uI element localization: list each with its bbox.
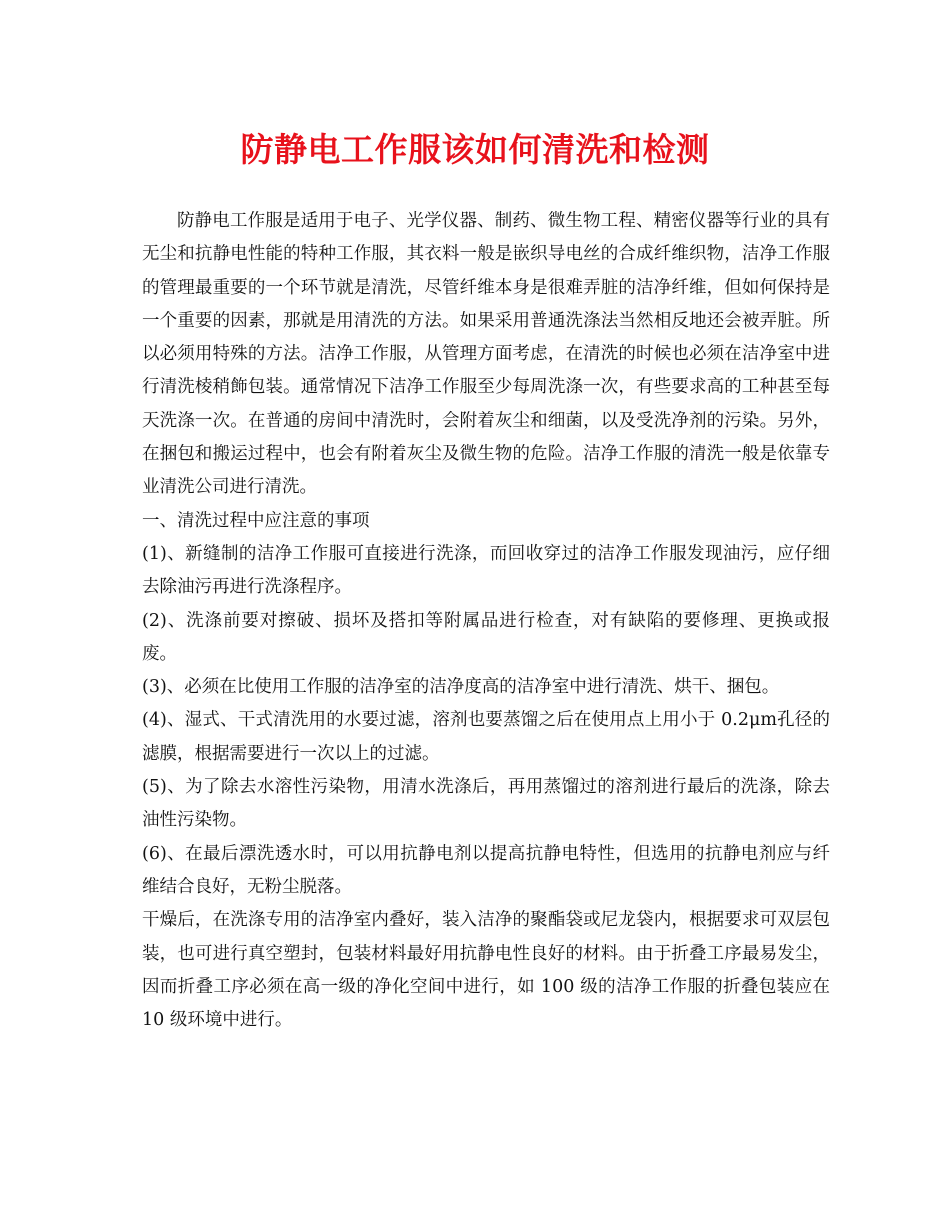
- intro-paragraph: 防静电工作服是适用于电子、光学仪器、制药、微生物工程、精密仪器等行业的具有无尘和抗静电性能的特种工作服，其衣料一般是嵌织导电丝的合成纤维织物，洁净工作服的管理最重要的一个环节就是清洗，尽管纤维本身是很难弄脏的洁净纤维，但如何保持是一个重要的因素，那就是用清洗的方法。如果采用普通洗涤法当然相反地还会被弄脏。所以必须用特殊的方法。洁净工作服，从管理方面考虑，在清洗的时候也必须在洁净室中进行清洗棱稍飾包装。通常情况下洁净工作服至少每周洗涤一次，有些要求高的工种甚至每天洗涤一次。在普通的房间中清洗时，会附着灰尘和细菌，以及受洗净剂的污染。另外，在捆包和搬运过程中，也会有附着灰尘及微生物的危险。洁净工作服的清洗一般是依靠专业清洗公司进行清洗。: [142, 211, 830, 498]
- list-item-4: (4)、湿式、干式清洗用的水要过滤，溶剂也要蒸馏之后在使用点上用小于 0.2μm孔径的滤膜，根据需要进行一次以上的过滤。: [142, 710, 830, 764]
- list-item-3: (3)、必须在比使用工作服的洁净室的洁净度高的洁净室中进行清洗、烘干、捆包。: [142, 677, 780, 698]
- closing-paragraph: 干燥后，在洗涤专用的洁净室内叠好，装入洁净的聚酯袋或尼龙袋内，根据要求可双层包装，也可进行真空塑封，包装材料最好用抗静电性良好的材料。由于折叠工序最易发尘，因而折叠工序必须在高一级的净化空间中进行，如 100 级的洁净工作服的折叠包装应在 10 级环境中进行。: [142, 910, 830, 1031]
- list-item-6: (6)、在最后漂洗透水时，可以用抗静电剂以提高抗静电特性，但选用的抗静电剂应与纤维结合良好，无粉尘脱落。: [142, 843, 830, 897]
- list-item-5: (5)、为了除去水溶性污染物，用清水洗涤后，再用蒸馏过的溶剂进行最后的洗涤，除去油性污染物。: [142, 777, 830, 831]
- list-item-1: (1)、新缝制的洁净工作服可直接进行洗涤，而回收穿过的洁净工作服发现油污，应仔细去除油污再进行洗涤程序。: [142, 543, 830, 598]
- document-title: 防静电工作服该如何清洗和检测: [240, 130, 710, 169]
- list-item-2: (2)、洗涤前要对擦破、损坏及搭扣等附属品进行检查，对有缺陷的要修理、更换或报废。: [142, 610, 830, 664]
- section-heading: 一、清洗过程中应注意的事项: [142, 510, 370, 531]
- document-body: [142, 205, 830, 1037]
